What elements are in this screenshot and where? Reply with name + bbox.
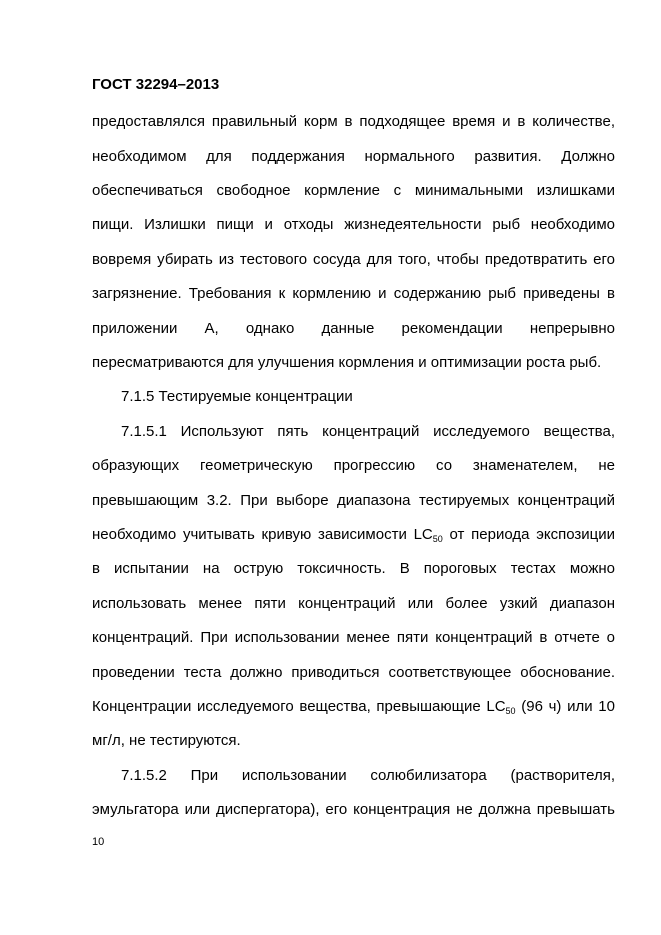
text-line: превышающим 3.2. При выборе диапазона тестируемых концентраций: [92, 492, 615, 509]
text-line: [92, 698, 615, 716]
text-line: концентраций. При использовании менее пяти концентраций в отчете о: [92, 629, 615, 646]
text-line: предоставлялся правильный корм в подходящее время и в количестве,: [92, 113, 615, 130]
text-line: 7.1.5.2 При использовании солюбилизатора (растворителя,: [121, 767, 615, 784]
text-line: проведении теста должно приводиться соответствующее обоснование.: [92, 664, 615, 681]
page-number: 10: [92, 836, 105, 848]
text-fragment: необходимо учитывать кривую зависимости LC: [92, 526, 433, 543]
text-fragment: от периода экспозиции: [442, 526, 616, 543]
text-line: пересматриваются для улучшения кормления и оптимизации роста рыб.: [92, 354, 602, 371]
text-line: эмульгатора или диспергатора), его концентрация не должна превышать: [92, 801, 615, 818]
text-line: образующих геометрическую прогрессию со знаменателем, не: [92, 457, 615, 474]
text-line: пищи. Излишки пищи и отходы жизнедеятельности рыб необходимо: [92, 216, 615, 233]
text-line: приложении А, однако данные рекомендации непрерывно: [92, 320, 615, 337]
subscript: 50: [505, 706, 516, 716]
text-line: в испытании на острую токсичность. В пороговых тестах можно: [92, 560, 615, 577]
subscript: 50: [432, 534, 443, 544]
text-line: вовремя убирать из тестового сосуда для того, чтобы предотвратить его: [92, 251, 615, 268]
text-line: загрязнение. Требования к кормлению и содержанию рыб приведены в: [92, 285, 615, 302]
text-line: 7.1.5.1 Используют пять концентраций исследуемого вещества,: [121, 423, 615, 440]
text-fragment: Концентрации исследуемого вещества, превышающие LC: [92, 698, 506, 715]
text-line: мг/л, не тестируются.: [92, 732, 241, 749]
section-heading: 7.1.5 Тестируемые концентрации: [121, 388, 353, 405]
text-fragment: (96 ч) или 10: [515, 698, 615, 715]
text-line: обеспечиваться свободное кормление с минимальными излишками: [92, 182, 615, 199]
text-line: [92, 526, 615, 544]
document-header: ГОСТ 32294–2013: [92, 76, 220, 93]
text-line: использовать менее пяти концентраций или более узкий диапазон: [92, 595, 615, 612]
text-line: необходимом для поддержания нормального развития. Должно: [92, 148, 615, 165]
